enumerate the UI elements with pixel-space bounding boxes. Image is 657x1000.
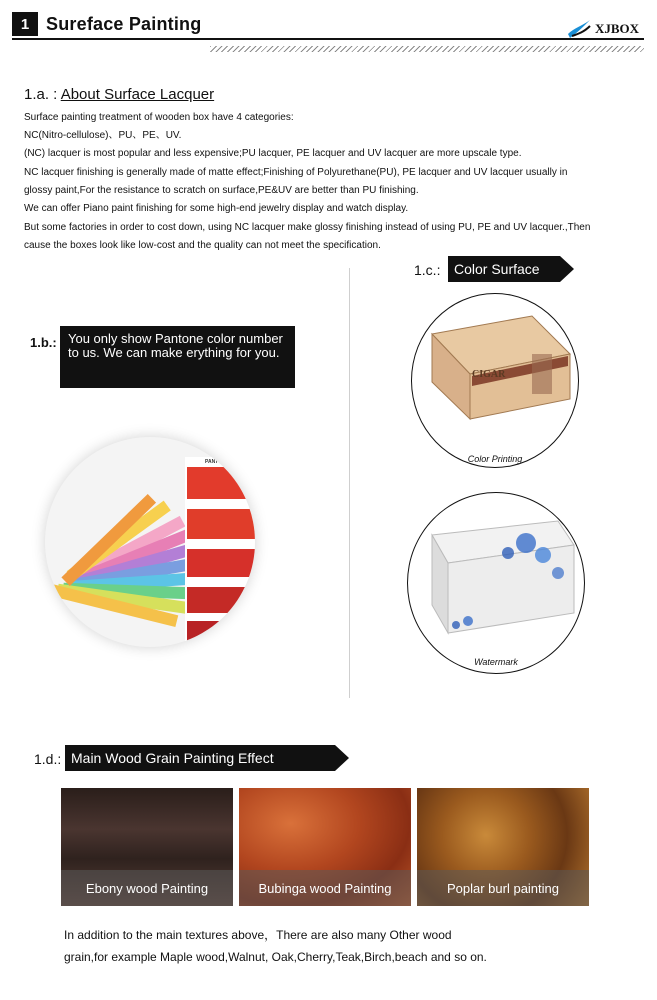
logo-text: XJBOX [595, 21, 640, 36]
pantone-fan-image [45, 437, 255, 647]
vertical-divider [349, 268, 350, 698]
section-1a-title [24, 86, 214, 103]
section-number-badge: 1 [12, 12, 38, 36]
color-printing-circle [411, 293, 579, 468]
footer-line: In addition to the main textures above，There are also many Other wood [64, 928, 452, 942]
section-1c-banner: Color Surface [448, 256, 560, 282]
poplar-burl-label: Poplar burl painting [417, 870, 589, 906]
color-printing-caption: Color Printing [467, 454, 523, 464]
ebony-wood-panel [61, 788, 233, 906]
section-1d-label: 1.d.: [34, 751, 62, 767]
pantone-fan-graphic [45, 437, 255, 647]
paragraph-line: glossy paint,For the resistance to scratch on surface,PE&UV are better than PU finishing. [24, 185, 419, 196]
watermark-caption: Watermark [474, 657, 518, 667]
section-1d-banner: Main Wood Grain Painting Effect [65, 745, 335, 771]
poplar-burl-panel [417, 788, 589, 906]
paragraph-line: NC lacquer finishing is generally made of matte effect;Finishing of Polyurethane(PU), PE lacquer and UV lacquer usually in [24, 167, 568, 178]
swoosh-logo-icon [566, 18, 592, 40]
pantone-brand-text: PANTONE [205, 459, 229, 465]
paragraph-line: Surface painting treatment of wooden box have 4 categories: [24, 112, 294, 123]
header-hatch-decoration [210, 46, 644, 52]
ebony-wood-label: Ebony wood Painting [61, 870, 233, 906]
cigar-box-graphic [412, 294, 579, 468]
paragraph-line: (NC) lacquer is most popular and less expensive;PU lacquer, PE lacquer and UV lacquer are more upscale type. [24, 148, 522, 159]
watermark-box-graphic [408, 493, 585, 674]
brand-logo [566, 18, 639, 40]
page-title: Sureface Painting [46, 14, 202, 34]
paragraph-line: We can offer Piano paint finishing for some high-end jewelry display and watch display. [24, 203, 409, 214]
bubinga-wood-panel [239, 788, 411, 906]
section-1a-prefix: 1.a. : [24, 86, 61, 103]
bubinga-wood-label: Bubinga wood Painting [239, 870, 411, 906]
cigar-box-text: CIGAR [472, 369, 506, 380]
section-1c-label: 1.c.: [414, 262, 441, 278]
paragraph-line: cause the boxes look like low-cost and the quality can not meet the specification. [24, 240, 381, 251]
watermark-circle [407, 492, 585, 674]
footer-line: grain,for example Maple wood,Walnut, Oak,Cherry,Teak,Birch,beach and so on. [64, 950, 487, 964]
paragraph-line: NC(Nitro-cellulose)、PU、PE、UV. [24, 130, 182, 141]
section-1b-callout: You only show Pantone color number to us. We can make erything for you. [60, 326, 295, 388]
section-1b-label: 1.b.: [30, 335, 57, 350]
header-rule [12, 38, 644, 40]
paragraph-line: But some factories in order to cost down, using NC lacquer make glossy finishing instead of using PU, PE and UV lacquer.,Then [24, 222, 591, 233]
section-1a-heading: About Surface Lacquer [60, 86, 215, 103]
